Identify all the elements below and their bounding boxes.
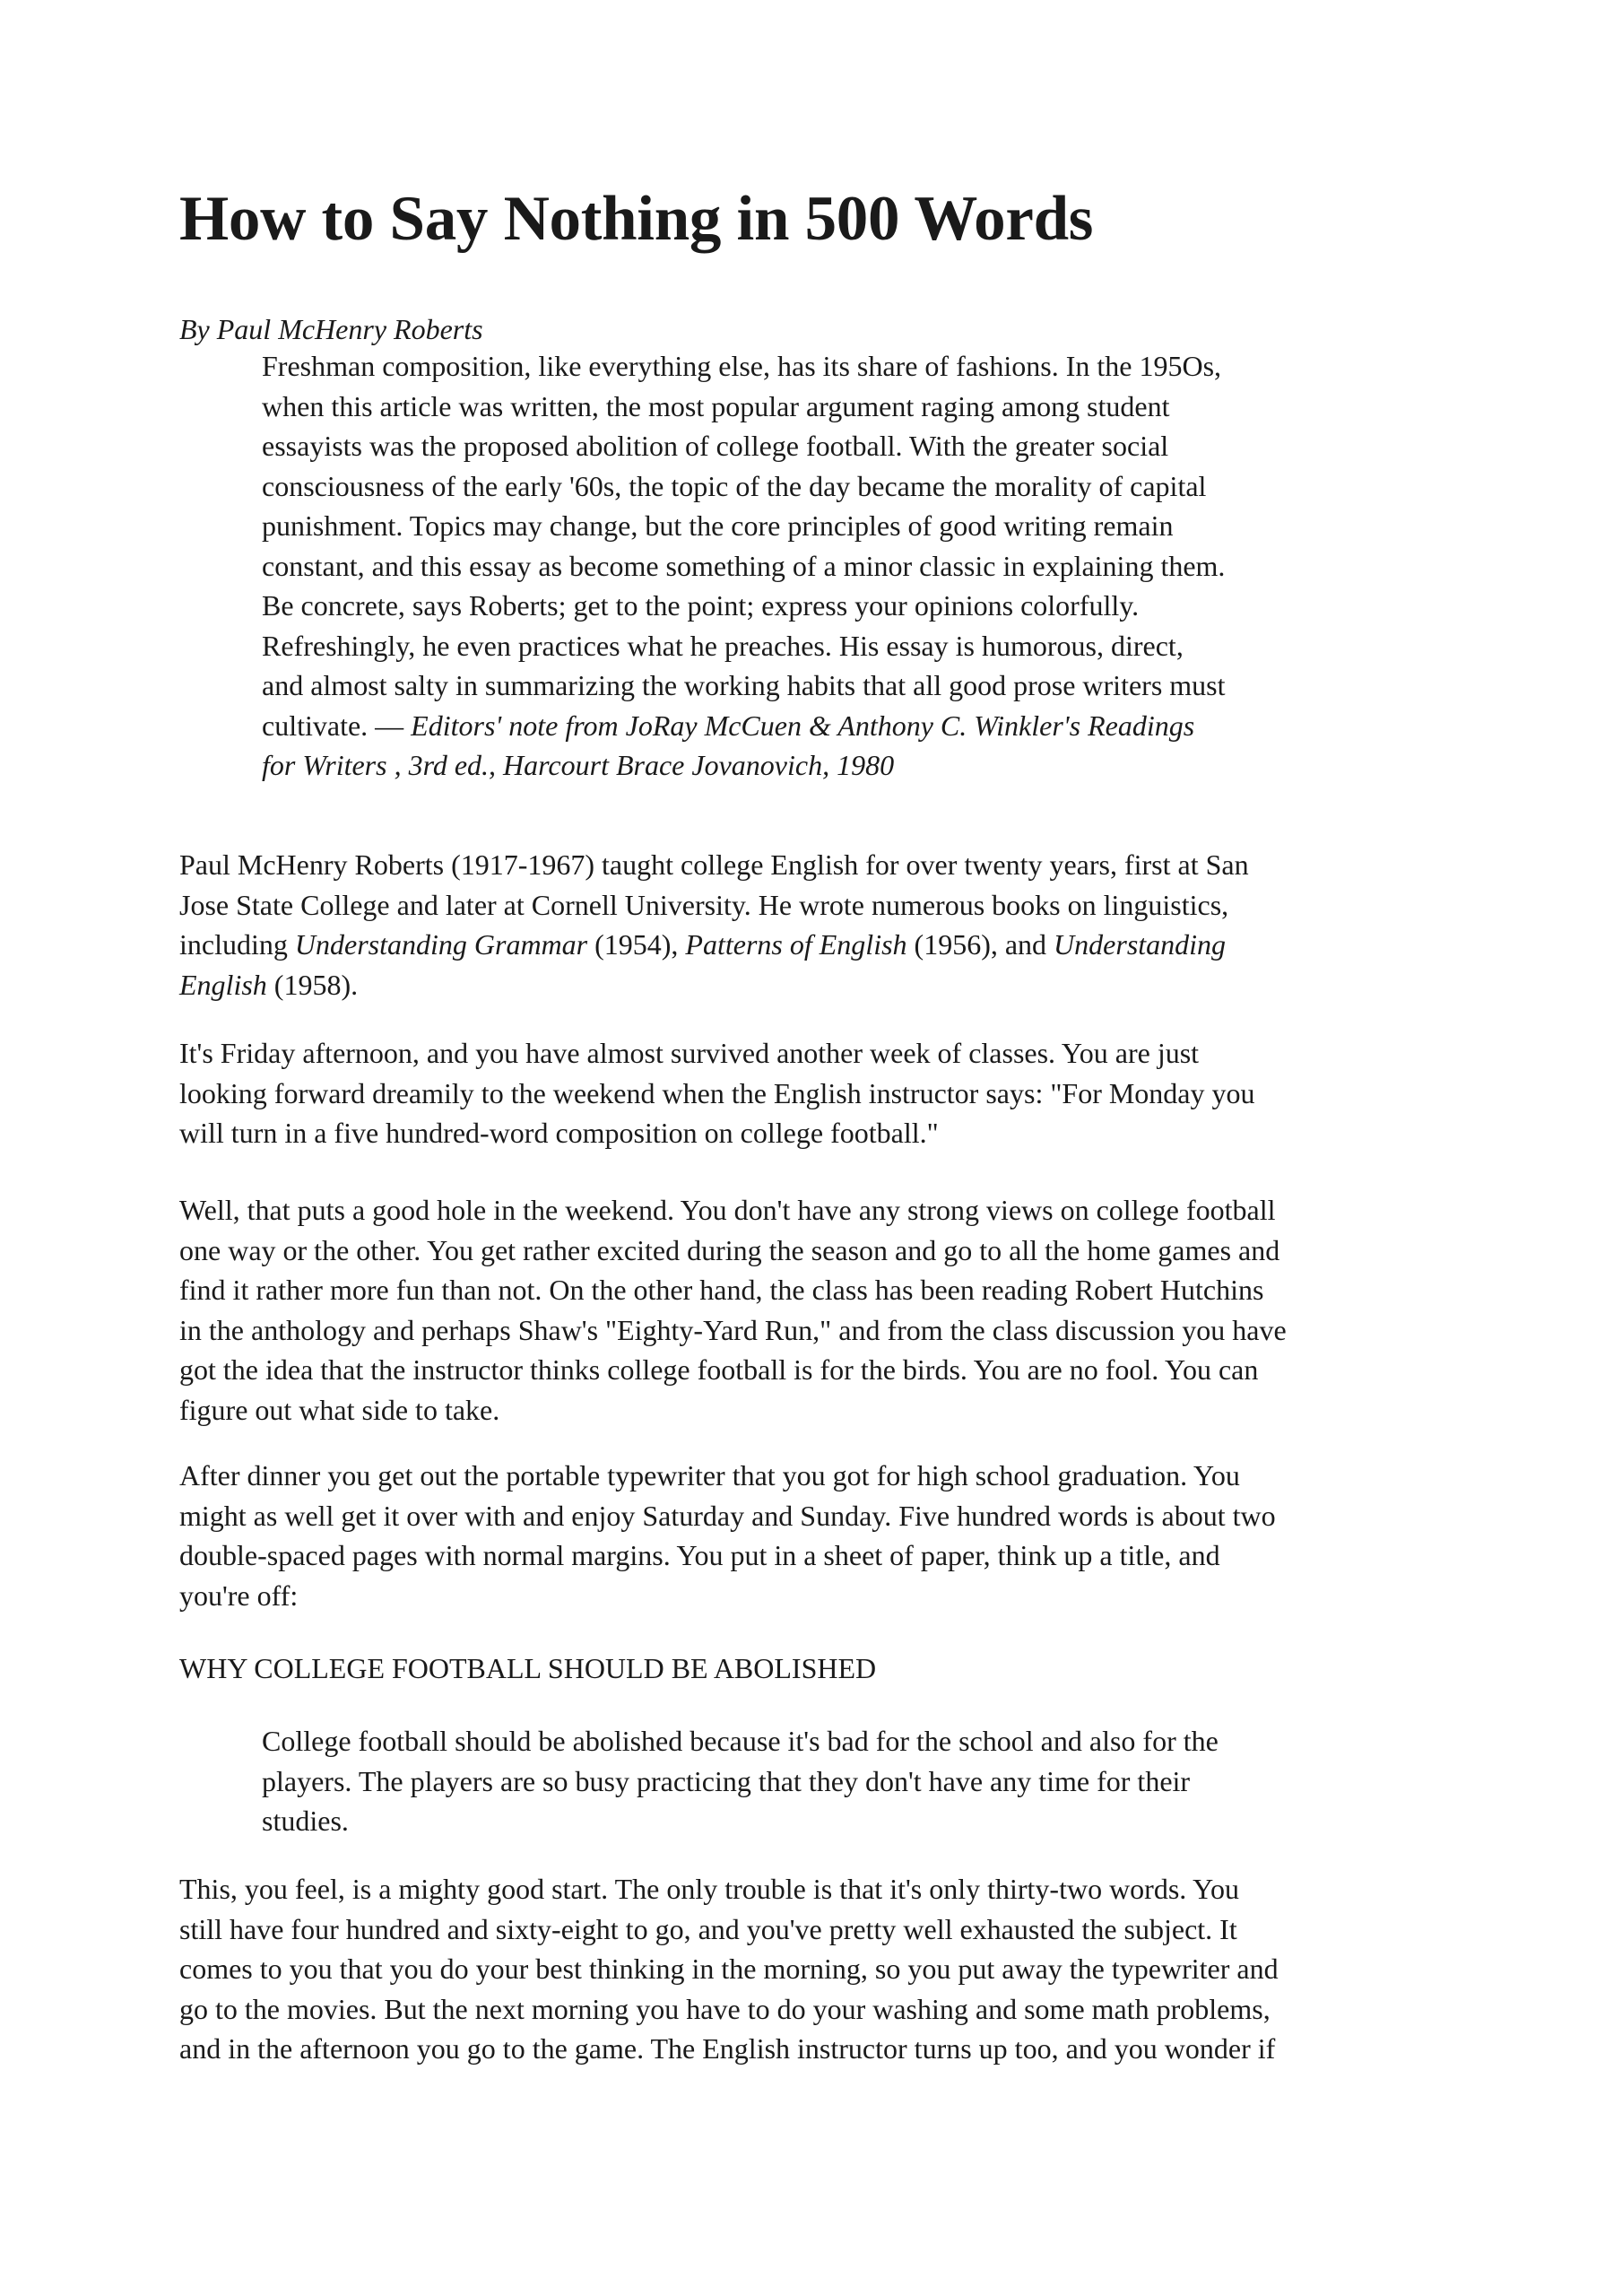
essay-heading-text: WHY COLLEGE FOOTBALL SHOULD BE ABOLISHED bbox=[179, 1652, 877, 1684]
paragraph-line: got the idea that the instructor thinks college football is for the birds. You are no fool. You can bbox=[179, 1353, 1259, 1386]
note-line: when this article was written, the most popular argument raging among student bbox=[262, 389, 1170, 422]
note-line: essayists was the proposed abolition of college football. With the greater social bbox=[262, 430, 1169, 462]
editors-note bbox=[262, 346, 1445, 786]
bio-text: (1958). bbox=[266, 968, 359, 1001]
bio-text: (1954), bbox=[587, 928, 686, 961]
paragraph-line: in the anthology and perhaps Shaw's "Eighty-Yard Run," and from the class discussion you have bbox=[179, 1313, 1287, 1346]
bio-text: (1956), and bbox=[906, 928, 1054, 961]
paragraph-typewriter bbox=[179, 1456, 1453, 1615]
note-line: constant, and this essay as become something of a minor classic in explaining them. bbox=[262, 549, 1226, 582]
paragraph-start bbox=[179, 1869, 1453, 2069]
paragraph-line: might as well get it over with and enjoy Saturday and Sunday. Five hundred words is about two bbox=[179, 1499, 1276, 1532]
bio-line bbox=[179, 965, 1453, 1005]
bio-line: Jose State College and later at Cornell University. He wrote numerous books on linguistics, bbox=[179, 888, 1229, 921]
paragraph-line: It's Friday afternoon, and you have almost survived another week of classes. You are just bbox=[179, 1037, 1200, 1069]
bio-text: including bbox=[179, 928, 295, 961]
paragraph-line: will turn in a five hundred-word composition on college football." bbox=[179, 1117, 939, 1149]
book-title: Understanding bbox=[1054, 928, 1227, 961]
note-line: Freshman composition, like everything else, has its share of fashions. In the 195Os, bbox=[262, 350, 1222, 382]
paragraph-line: double-spaced pages with normal margins. You put in a sheet of paper, think up a title, and bbox=[179, 1539, 1220, 1571]
paragraph-line: you're off: bbox=[179, 1578, 299, 1612]
note-attribution-end: for Writers , 3rd ed., Harcourt Brace Jovanovich, 1980 bbox=[262, 749, 895, 781]
note-attribution: Editors' note from JoRay McCuen & Anthony C. Winkler's Readings bbox=[411, 709, 1195, 742]
paragraph-line: still have four hundred and sixty-eight to go, and you've pretty well exhausted the subject. It bbox=[179, 1912, 1237, 1945]
note-line: Refreshingly, he even practices what he preaches. His essay is humorous, direct, bbox=[262, 629, 1184, 662]
note-line: and almost salty in summarizing the working habits that all good prose writers must bbox=[262, 669, 1226, 701]
book-title: Understanding Grammar bbox=[294, 928, 588, 961]
paragraph-line: Well, that puts a good hole in the weekend. You don't have any strong views on college football bbox=[179, 1194, 1276, 1226]
paragraph-line: figure out what side to take. bbox=[179, 1393, 500, 1426]
bio-line: Paul McHenry Roberts (1917-1967) taught college English for over twenty years, first at San bbox=[179, 848, 1249, 881]
paragraph-friday bbox=[179, 1033, 1453, 1153]
essay-heading bbox=[179, 1648, 1453, 1689]
author-byline: By Paul McHenry Roberts bbox=[179, 313, 483, 345]
paragraph-line: This, you feel, is a mighty good start. The only trouble is that it's only thirty-two words. You bbox=[179, 1873, 1239, 1905]
paragraph-line: go to the movies. But the next morning you have to do your washing and some math problems, bbox=[179, 1992, 1271, 2025]
quote-line: studies. bbox=[262, 1805, 349, 1837]
note-line-text: cultivate. — bbox=[262, 709, 412, 742]
note-line: consciousness of the early '60s, the topic of the day became the morality of capital bbox=[262, 469, 1207, 502]
paragraph-line: and in the afternoon you go to the game. The English instructor turns up too, and you wonder if bbox=[179, 2032, 1276, 2065]
paragraph-weekend bbox=[179, 1190, 1453, 1430]
note-line: punishment. Topics may change, but the core principles of good writing remain bbox=[262, 509, 1174, 542]
paragraph-line: one way or the other. You get rather excited during the season and go to all the home games and bbox=[179, 1233, 1280, 1266]
paragraph-line: looking forward dreamily to the weekend when the English instructor says: "For Monday you bbox=[179, 1076, 1255, 1109]
essay-quote bbox=[262, 1721, 1445, 1841]
quote-line: players. The players are so busy practicing that they don't have any time for their bbox=[262, 1764, 1191, 1797]
author-bio bbox=[179, 845, 1453, 1004]
note-line bbox=[262, 706, 1445, 746]
note-line bbox=[262, 745, 1445, 786]
book-title: English bbox=[179, 968, 267, 1001]
note-line: Be concrete, says Roberts; get to the point; express your opinions colorfully. bbox=[262, 589, 1140, 622]
bio-line bbox=[179, 925, 1453, 965]
paragraph-line: find it rather more fun than not. On the other hand, the class has been reading Robert Hutchins bbox=[179, 1274, 1264, 1306]
paragraph-line: comes to you that you do your best thinking in the morning, so you put away the typewriter and bbox=[179, 1952, 1279, 1985]
quote-line: College football should be abolished because it's bad for the school and also for the bbox=[262, 1725, 1219, 1757]
paragraph-line: After dinner you get out the portable typewriter that you got for high school graduation. You bbox=[179, 1459, 1240, 1492]
article-title: How to Say Nothing in 500 Words bbox=[179, 184, 1094, 254]
book-title: Patterns of English bbox=[685, 928, 907, 961]
